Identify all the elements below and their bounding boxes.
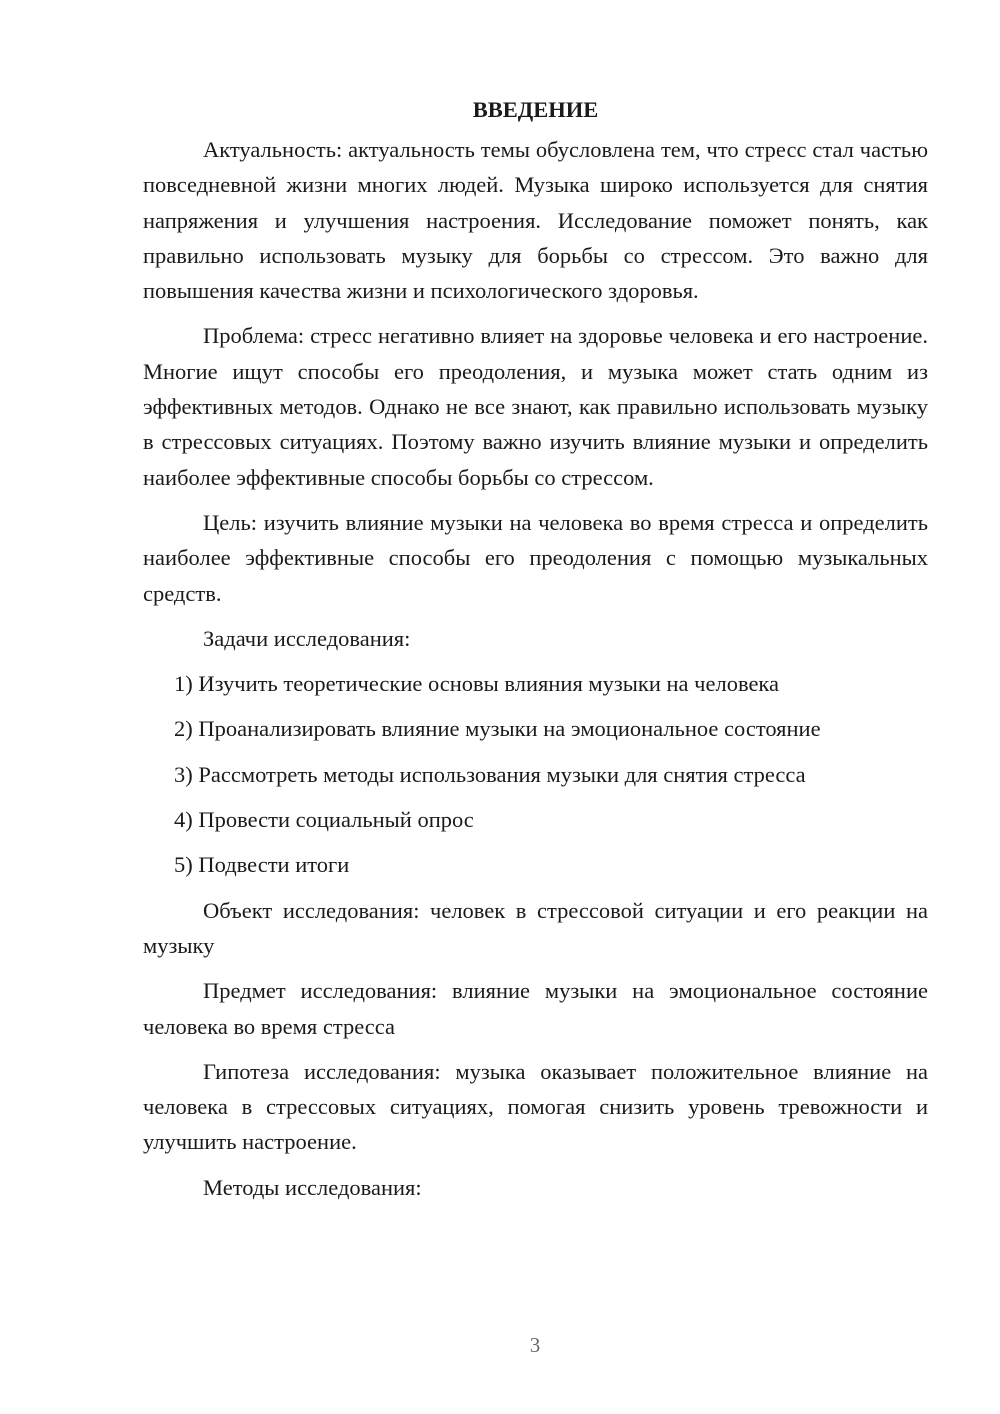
task-item: 2) Проанализировать влияние музыки на эмоциональное состояние [174,716,821,742]
paragraph-relevance: Актуальность: актуальность темы обусловлена тем, что стресс стал частью повседневной жизни многих людей. Музыка широко используется для снятия напряжения и улучшения настроения. Исследование поможет понять, как правильно использовать музыку для борьбы со стрессом. Это важно для повышения качества жизни и психологического здоровья. [143,137,928,304]
paragraph-goal: Цель: изучить влияние музыки на человека во время стресса и определить наиболее эффективные способы его преодоления с помощью музыкальных средств. [143,509,928,606]
paragraph-hypothesis: Гипотеза исследования: музыка оказывает положительное влияние на человека в стрессовых ситуациях, помогая снизить уровень тревожности и улучшить настроение. [143,1058,928,1155]
tasks-title: Задачи исследования: [203,625,411,651]
tasks-list [143,666,928,882]
paragraph-subject: Предмет исследования: влияние музыки на эмоциональное состояние человека во время стресса [143,978,928,1039]
page-content [143,92,928,1215]
task-item: 4) Провести социальный опрос [174,807,474,833]
task-item: 3) Рассмотреть методы использования музыки для снятия стресса [174,761,806,787]
paragraph-methods: Методы исследования: [203,1174,422,1200]
paragraph-problem: Проблема: стресс негативно влияет на здоровье человека и его настроение. Многие ищут способы его преодоления, и музыка может стать одним из эффективных методов. Однако не все знают, как правильно использовать музыку в стрессовых ситуациях. Поэтому важно изучить влияние музыки и определить наиболее эффективные способы борьбы со стрессом. [143,323,928,490]
task-item: 5) Подвести итоги [174,852,350,878]
page-heading: ВВЕДЕНИЕ [472,97,599,122]
task-item: 1) Изучить теоретические основы влияния музыки на человека [174,671,780,697]
page-number: 3 [529,1333,541,1357]
paragraph-object: Объект исследования: человек в стрессовой ситуации и его реакции на музыку [143,897,928,958]
